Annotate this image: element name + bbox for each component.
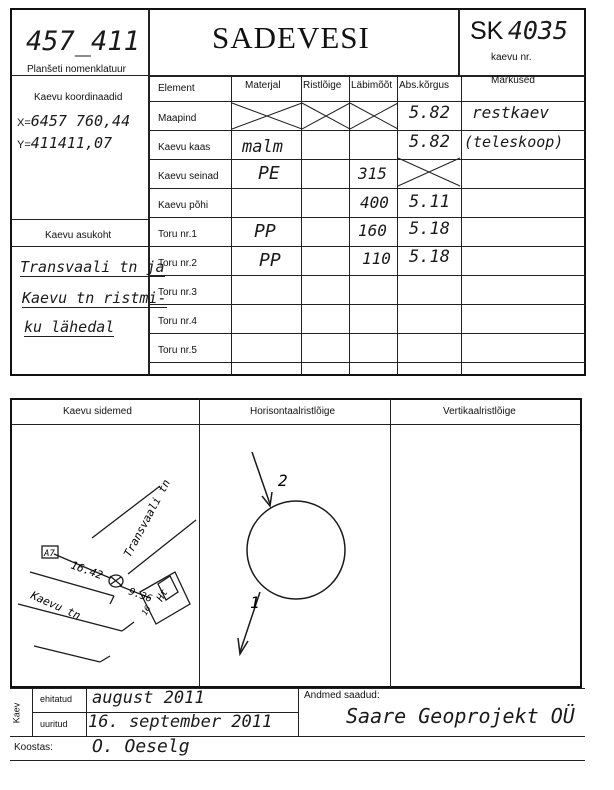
- footer-built-value: august 2011: [92, 688, 205, 708]
- pipe-1-label: 1: [250, 593, 260, 612]
- coordinate-y-value: 411411,07: [30, 134, 113, 152]
- sketch-street-a: Transvaali tn: [121, 477, 174, 560]
- col-header-elevation: Abs.kõrgus: [399, 80, 450, 91]
- sketch-street-b: Kaevu tn: [28, 588, 83, 623]
- row-label-toru-5: Toru nr.5: [158, 345, 197, 356]
- footer-data-label: Andmed saadud:: [304, 690, 380, 701]
- sketch-ref-point: A7: [44, 549, 55, 559]
- material-kaevu-kaas: malm: [242, 137, 283, 157]
- diameter-toru-2: 110: [362, 249, 391, 268]
- location-line-3: ku lähedal: [24, 318, 115, 336]
- diameter-kaevu-seinad: 315: [358, 164, 387, 183]
- row-label-toru-2: Toru nr.2: [158, 258, 197, 269]
- footer-author-value: O. Oeselg: [92, 736, 190, 757]
- col-header-diameter: Läbimõõt: [351, 80, 393, 91]
- row-label-kaevu-kaas: Kaevu kaas: [158, 142, 211, 153]
- sketch-distance-a: 16.42: [68, 558, 105, 583]
- col-header-material: Materjal: [245, 80, 281, 91]
- notes-kaevu-kaas: (teleskoop): [464, 133, 564, 151]
- row-label-kaevu-seinad: Kaevu seinad: [158, 171, 219, 182]
- footer-data-value: Saare Geoprojekt OÜ: [346, 704, 575, 728]
- diameter-toru-1: 160: [358, 221, 387, 240]
- sheet-label: Planšeti nomenklatuur: [27, 64, 126, 75]
- sketch-distance-b: 9.36: [126, 586, 154, 606]
- row-label-kaevu-pohi: Kaevu põhi: [158, 200, 209, 211]
- sketch-building: Ht: [155, 587, 171, 604]
- row-label-toru-3: Toru nr.3: [158, 287, 197, 298]
- coordinate-x-prefix: X=: [17, 117, 31, 129]
- diameter-kaevu-pohi: 400: [360, 193, 389, 212]
- elevation-kaevu-kaas: 5.82: [409, 132, 450, 152]
- col-header-cross: Ristlõige: [303, 80, 342, 91]
- sheet-number: 457_411: [26, 26, 140, 57]
- location-line-1: Transvaali tn ja: [20, 258, 165, 276]
- sketch-building-small: 16: [139, 604, 153, 617]
- elevation-maapind: 5.82: [409, 103, 450, 123]
- elevation-toru-1: 5.18: [409, 219, 450, 239]
- row-label-toru-4: Toru nr.4: [158, 316, 197, 327]
- site-sketch: [10, 426, 200, 686]
- footer-author-label: Koostas:: [14, 742, 53, 753]
- material-toru-1: PP: [254, 221, 276, 242]
- row-label-maapind: Maapind: [158, 113, 197, 124]
- footer-surveyed-label: uuritud: [40, 719, 68, 729]
- horizontal-section-drawing: [200, 426, 390, 686]
- elevation-kaevu-pohi: 5.11: [409, 192, 450, 212]
- coordinate-y-prefix: Y=: [17, 139, 31, 151]
- page-title: SADEVESI: [212, 20, 370, 55]
- col-header-notes: Märkused: [491, 75, 535, 86]
- well-number-value: 4035: [507, 16, 569, 45]
- well-prefix: SK: [470, 17, 504, 45]
- location-line-2: Kaevu tn ristmi-: [22, 289, 167, 307]
- section-connections: Kaevu sidemed: [63, 406, 132, 417]
- section-horizontal: Horisontaalristlõige: [250, 406, 336, 417]
- footer-side-label: Kaev: [11, 702, 22, 724]
- coordinate-x-value: 6457 760,44: [30, 112, 131, 130]
- notes-maapind: restkaev: [472, 103, 550, 122]
- pipe-2-label: 2: [278, 471, 288, 490]
- footer-built-label: ehitatud: [40, 694, 73, 704]
- section-vertical: Vertikaalristlõige: [443, 406, 516, 417]
- col-header-element: Element: [158, 83, 195, 94]
- material-toru-2: PP: [259, 250, 281, 271]
- elevation-toru-2: 5.18: [409, 247, 450, 267]
- location-label: Kaevu asukoht: [45, 230, 112, 241]
- footer-surveyed-value: 16. september 2011: [88, 712, 273, 732]
- well-label: kaevu nr.: [491, 52, 532, 63]
- material-kaevu-seinad: PE: [258, 163, 280, 184]
- row-label-toru-1: Toru nr.1: [158, 229, 197, 240]
- coordinates-label: Kaevu koordinaadid: [34, 92, 123, 103]
